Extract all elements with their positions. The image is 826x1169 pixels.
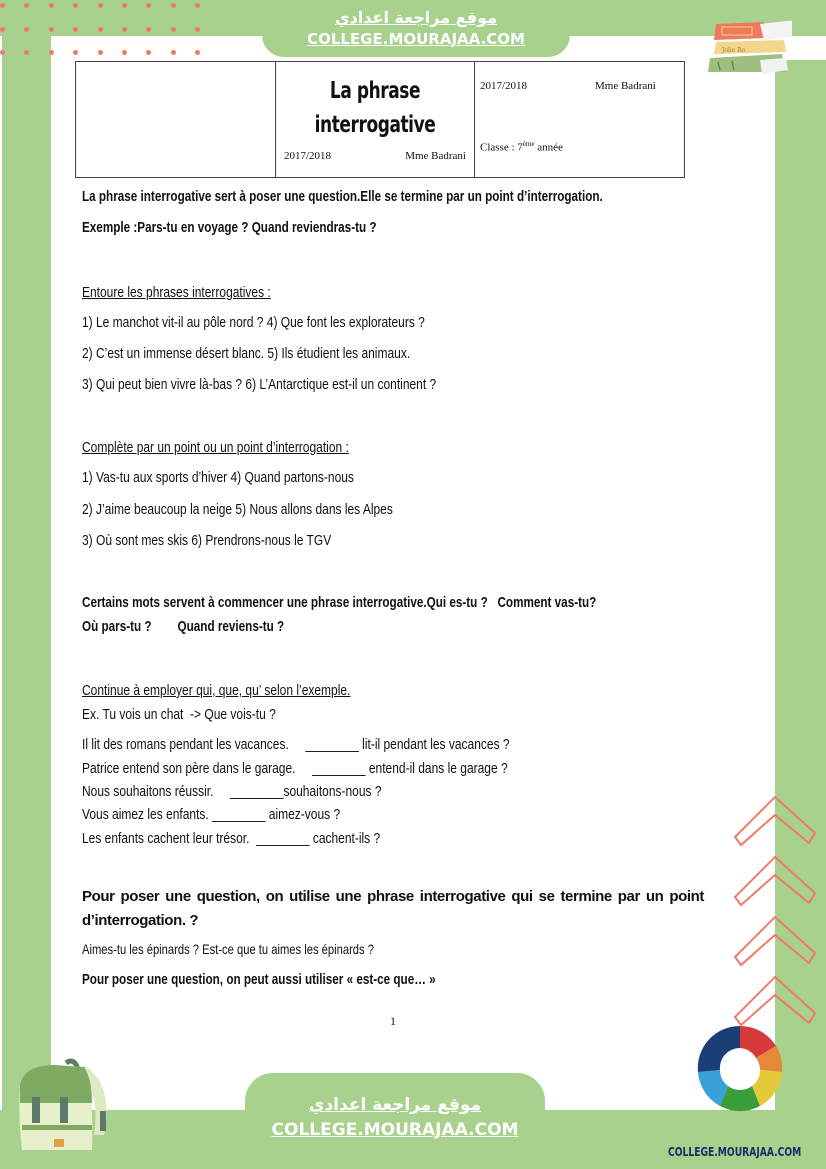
exercise2-line: 1) Vas-tu aux sports d’hiver 4) Quand partons-nous	[82, 469, 354, 486]
chevron-up-icon	[733, 795, 817, 849]
frame-left-strip	[2, 0, 51, 1169]
exercise1-line: 3) Qui peut bien vivre là-bas ? 6) L’Antarctique est-il un continent ?	[82, 376, 437, 393]
header-info-cell	[475, 62, 685, 178]
decorative-dot	[0, 27, 5, 32]
header-site-url[interactable]: COLLEGE.MOURAJAA.COM	[307, 30, 525, 48]
intro-definition: La phrase interrogative sert à poser une question.Elle se termine par un point d’interrogation.	[82, 188, 603, 205]
decorative-dot	[146, 50, 151, 55]
decorative-dot	[171, 3, 176, 8]
exercise3-example: Ex. Tu vois un chat -> Que vois-tu ?	[82, 706, 276, 723]
decorative-dot	[122, 50, 127, 55]
decorative-dot	[73, 50, 78, 55]
decorative-dot	[171, 50, 176, 55]
class-label: Classe : 7	[480, 141, 523, 154]
decorative-dot	[98, 27, 103, 32]
exercise3-line: Il lit des romans pendant les vacances. ________ lit-il pendant les vacances ?	[82, 736, 510, 753]
class-sup: ème	[522, 140, 535, 148]
header-year-left: 2017/2018	[284, 150, 332, 162]
header-title-cell	[276, 62, 475, 178]
chevron-up-icon	[733, 855, 817, 909]
rule-question-words-line1: Certains mots servent à commencer une phrase interrogative.Qui es-tu ? Comment vas-tu?	[82, 594, 597, 611]
decorative-dot	[98, 3, 103, 8]
exercise1-instruction: Entoure les phrases interrogatives :	[82, 284, 271, 301]
college-mourajaa-logo-wheel	[694, 1022, 786, 1114]
exercise3-instruction: Continue à employer qui, que, qu’ selon l’exemple.	[82, 682, 351, 699]
footer-site-url[interactable]: COLLEGE.MOURAJAA.COM	[271, 1120, 519, 1140]
class-suffix: année	[534, 141, 563, 154]
book-middle-yellow	[714, 40, 786, 54]
decorative-dot	[122, 3, 127, 8]
decorative-dot	[195, 50, 200, 55]
footer-site-arabic[interactable]: موقع مراجعة اعدادي	[308, 1095, 482, 1115]
exercise2-line: 2) J’aime beaucoup la neige 5) Nous allons dans les Alpes	[82, 501, 393, 518]
decorative-dot	[0, 50, 5, 55]
logo-wheel-segments	[698, 1026, 782, 1111]
worksheet-title-line2: interrogative	[314, 112, 436, 138]
decorative-dot	[122, 27, 127, 32]
conclusion-example: Aimes-tu les épinards ? Est-ce que tu aimes les épinards ?	[82, 941, 374, 957]
page-number: 1	[390, 1014, 396, 1028]
chevron-up-icon	[733, 915, 817, 969]
book-bottom-green	[708, 54, 788, 74]
header-teacher-left: Mme Badrani	[405, 150, 466, 162]
header-year-right: 2017/2018	[480, 80, 528, 92]
header-site-arabic[interactable]: موقع مراجعة اعدادي	[334, 8, 498, 27]
chevron-up-icon	[733, 975, 817, 1029]
conclusion-rule1: Pour poser une question, on utilise une phrase interrogative qui se termine par un point d’interrogation. ?	[82, 888, 704, 929]
intro-example: Exemple :Pars-tu en voyage ? Quand reviendras-tu ?	[82, 219, 377, 236]
worksheet-title-line1: La phrase	[329, 78, 421, 104]
conclusion-rule2: Pour poser une question, on peut aussi utiliser « est-ce que… »	[82, 971, 436, 988]
exercise2-line: 3) Où sont mes skis 6) Prendrons-nous le TGV	[82, 532, 332, 549]
header-teacher-right: Mme Badrani	[595, 80, 656, 92]
exercise3-line: Nous souhaitons réussir. ________souhaitons-nous ?	[82, 783, 382, 800]
stack-of-books-icon	[700, 10, 792, 90]
decorative-dot	[171, 27, 176, 32]
decorative-dot	[49, 27, 54, 32]
svg-text:Jolie Ro: Jolie Ro	[722, 47, 746, 54]
exercise1-line: 1) Le manchot vit-il au pôle nord ? 4) Que font les explorateurs ?	[82, 314, 425, 331]
exercise3-line: Les enfants cachent leur trésor. ________ cachent-ils ?	[82, 830, 381, 847]
decorative-dot	[49, 50, 54, 55]
exercise3-line: Patrice entend son père dans le garage. ________ entend-il dans le garage ?	[82, 760, 508, 777]
decorative-dot	[98, 50, 103, 55]
header-blank-cell	[76, 62, 276, 178]
decorative-dot	[49, 3, 54, 8]
exercise2-instruction: Complète par un point ou un point d’interrogation :	[82, 439, 349, 456]
rule-question-words-line2: Où pars-tu ? Quand reviens-tu ?	[82, 618, 285, 635]
exercise1-line: 2) C’est un immense désert blanc. 5) Ils étudient les animaux.	[82, 345, 411, 362]
decorative-dot	[0, 3, 5, 8]
logo-site-text[interactable]: COLLEGE.MOURAJAA.COM	[668, 1145, 802, 1159]
header-class	[480, 140, 563, 154]
backpack-icon	[14, 1055, 114, 1155]
worksheet-header-table	[75, 61, 685, 178]
exercise3-line: Vous aimez les enfants. ________ aimez-vous ?	[82, 806, 341, 823]
book-top-red	[714, 20, 792, 40]
